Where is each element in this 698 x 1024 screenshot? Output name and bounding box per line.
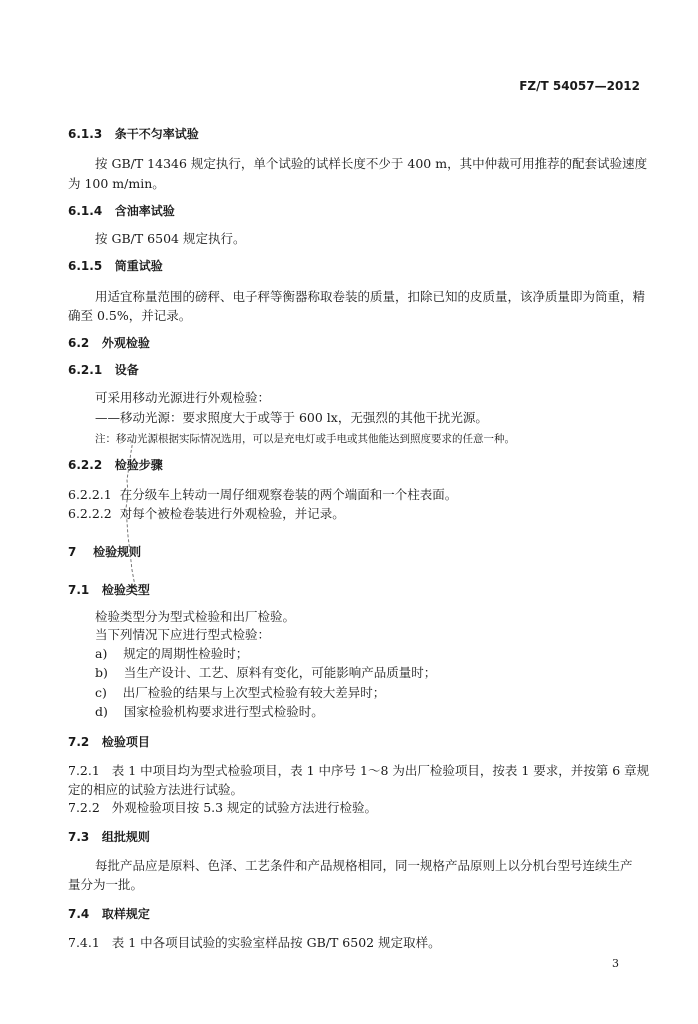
clause-text: 表 1 中项目均为型式检验项目，表 1 中序号 1～8 为出厂检验项目，按表 1 要求，并按第 6 章规	[111, 763, 650, 778]
section-number: 6.2.2	[68, 458, 103, 472]
section-number: 7.2	[68, 735, 90, 749]
paragraph: 用适宜称量范围的磅秤、电子秤等衡器称取卷装的质量，扣除已知的皮质量，该净质量即为筒重，精	[95, 289, 646, 304]
paragraph-continuation: 量分为一批。	[68, 877, 144, 892]
clause-text: 在分级车上转动一周仔细观察卷装的两个端面和一个柱表面。	[119, 487, 458, 502]
list-label: c)	[95, 685, 107, 700]
paragraph: 检验类型分为型式检验和出厂检验。	[95, 609, 296, 624]
list-text: 国家检验机构要求进行型式检验时。	[123, 704, 324, 719]
section-number: 6.1.3	[68, 127, 103, 141]
clause-number: 7.2.1	[68, 763, 100, 778]
section-number: 6.2.1	[68, 363, 103, 377]
section-title: 取样规定	[101, 907, 150, 921]
clause-text: 外观检验项目按 5.3 规定的试验方法进行检验。	[111, 800, 378, 815]
section-title: 筒重试验	[114, 259, 163, 273]
section-number: 6.1.5	[68, 259, 103, 273]
list-text: 出厂检验的结果与上次型式检验有较大差异时；	[122, 685, 386, 700]
paragraph-continuation: 定的相应的试验方法进行试验。	[68, 782, 244, 797]
paragraph: 按 GB/T 14346 规定执行，单个试验的试样长度不少于 400 m，其中仲裁可用推荐的配套试验速度	[95, 156, 648, 171]
list-text: 当生产设计、工艺、原料有变化，可能影响产品质量时；	[123, 665, 437, 680]
clause-text: 表 1 中各项目试验的实验室样品按 GB/T 6502 规定取样。	[111, 935, 441, 950]
dash-list-item: ——移动光源：要求照度大于或等于 600 lx，无强烈的其他干扰光源。	[95, 410, 488, 425]
section-title: 设备	[114, 363, 139, 377]
list-text: 规定的周期性检验时；	[123, 646, 249, 661]
section-number: 6.2	[68, 336, 90, 350]
paragraph: 按 GB/T 6504 规定执行。	[95, 231, 246, 246]
section-number: 6.1.4	[68, 204, 103, 218]
section-number: 7.1	[68, 583, 90, 597]
clause-number: 7.4.1	[68, 935, 100, 950]
paragraph: 当下列情况下应进行型式检验：	[95, 627, 271, 642]
clause-number: 7.2.2	[68, 800, 100, 815]
paragraph: 每批产品应是原料、色泽、工艺条件和产品规格相同，同一规格产品原则上以分机台型号连续生产	[95, 858, 633, 873]
section-number: 7.4	[68, 907, 90, 921]
paragraph-continuation: 确至 0.5%，并记录。	[68, 308, 192, 323]
standard-code: FZ/T 54057—2012	[519, 79, 640, 93]
section-number: 7	[68, 545, 77, 559]
list-label: b)	[95, 665, 108, 680]
paragraph-continuation: 为 100 m/min。	[68, 176, 165, 191]
paragraph: 可采用移动光源进行外观检验：	[95, 390, 271, 405]
section-title: 检验类型	[101, 583, 150, 597]
clause-number: 6.2.2.2	[68, 506, 112, 521]
clause-number: 6.2.2.1	[68, 487, 112, 502]
page-number: 3	[612, 957, 619, 970]
section-title: 组批规则	[101, 830, 150, 844]
section-title: 检验规则	[93, 545, 142, 559]
section-title: 检验步骤	[114, 458, 163, 472]
clause-text: 对每个被检卷装进行外观检验，并记录。	[119, 506, 345, 521]
section-title: 含油率试验	[114, 204, 175, 218]
section-number: 7.3	[68, 830, 90, 844]
note: 注：移动光源根据实际情况选用，可以是充电灯或手电或其他能达到照度要求的任意一种。	[95, 433, 515, 445]
section-title: 条干不匀率试验	[114, 127, 199, 141]
list-label: a)	[95, 646, 108, 661]
section-title: 检验项目	[101, 735, 150, 749]
section-title: 外观检验	[101, 336, 150, 350]
list-label: d)	[95, 704, 108, 719]
